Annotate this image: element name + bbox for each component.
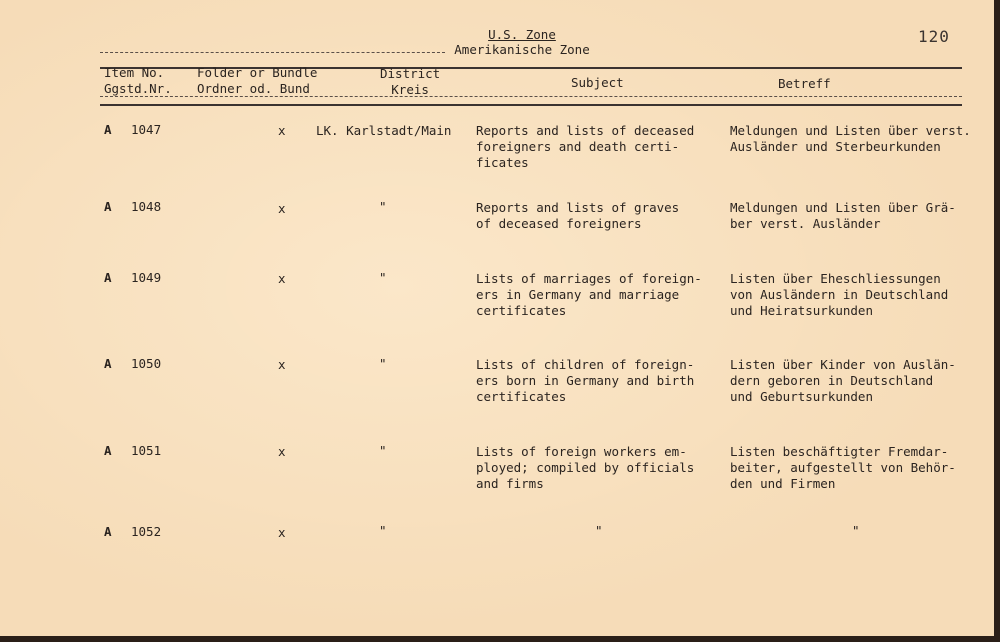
row-betreff: Listen über Kinder von Auslän- dern geboren in Deutschland und Geburtsurkunden (730, 357, 956, 404)
row-betreff: " (852, 523, 860, 538)
top-dashed-rule (100, 52, 445, 53)
column-header-item-no: Item No. Ggstd.Nr. (104, 65, 172, 96)
row-subject: Reports and lists of graves of deceased foreigners (476, 200, 680, 231)
row-betreff: Meldungen und Listen über verst. Ausländer und Sterbeurkunden (730, 123, 971, 154)
row-mark: A (104, 356, 112, 371)
row-folder: x (278, 123, 286, 138)
row-district: " (379, 356, 387, 371)
row-mark: A (104, 122, 112, 137)
column-header-subject: Subject (571, 75, 624, 90)
row-folder: x (278, 201, 286, 216)
zone-title-german: Amerikanische Zone (454, 42, 590, 57)
row-subject: Lists of children of foreign- ers born in Germany and birth certificates (476, 357, 695, 404)
column-header-folder: Folder or Bundle Ordner od. Bund (197, 65, 318, 96)
column-header-betreff: Betreff (778, 76, 831, 91)
row-folder: x (278, 271, 286, 286)
row-number: 1049 (131, 270, 162, 285)
row-subject: Reports and lists of deceased foreigners and death certi- ficates (476, 123, 695, 170)
row-mark: A (104, 270, 112, 285)
row-number: 1051 (131, 443, 162, 458)
row-subject: " (595, 523, 603, 538)
row-number: 1047 (131, 122, 162, 137)
column-header-district: District Kreis (380, 66, 441, 97)
row-folder: x (278, 357, 286, 372)
row-mark: A (104, 524, 112, 539)
zone-title-english: U.S. Zone (488, 27, 556, 42)
row-subject: Lists of foreign workers em- ployed; compiled by officials and firms (476, 444, 695, 491)
header-bottom-rule (100, 104, 962, 106)
row-betreff: Listen über Eheschliessungen von Ausländern in Deutschland und Heiratsurkunden (730, 271, 949, 318)
row-subject: Lists of marriages of foreign- ers in Germany and marriage certificates (476, 271, 702, 318)
row-district: " (379, 199, 387, 214)
row-betreff: Meldungen und Listen über Grä- ber verst. Ausländer (730, 200, 956, 231)
row-mark: A (104, 199, 112, 214)
row-folder: x (278, 525, 286, 540)
row-number: 1050 (131, 356, 162, 371)
row-district: " (379, 443, 387, 458)
row-district: " (379, 270, 387, 285)
row-district: LK. Karlstadt/Main (316, 123, 452, 138)
page-number: 120 (918, 27, 950, 46)
row-number: 1052 (131, 524, 162, 539)
row-folder: x (278, 444, 286, 459)
row-district: " (379, 523, 387, 538)
row-betreff: Listen beschäftigter Fremdar- beiter, aufgestellt von Behör- den und Firmen (730, 444, 956, 491)
row-number: 1048 (131, 199, 162, 214)
row-mark: A (104, 443, 112, 458)
